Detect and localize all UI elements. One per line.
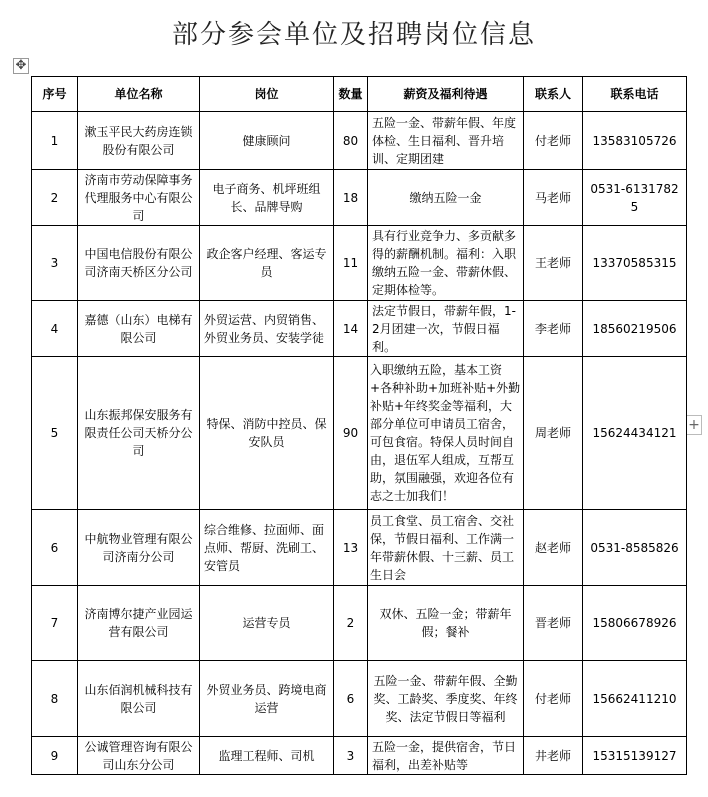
salary-cell: 员工食堂、员工宿舍、交社保，节假日福利、工作满一年带薪休假、十三薪、员工生日会 — [368, 510, 524, 586]
count-cell: 6 — [334, 661, 368, 737]
position-cell: 特保、消防中控员、保安队员 — [200, 357, 334, 510]
contact-cell: 马老师 — [524, 170, 583, 226]
contact-cell: 王老师 — [524, 226, 583, 301]
position-cell: 监理工程师、司机 — [200, 737, 334, 775]
table-move-handle-icon[interactable]: ✥ — [13, 58, 29, 74]
contact-cell: 井老师 — [524, 737, 583, 775]
count-cell: 3 — [334, 737, 368, 775]
recruitment-table — [31, 76, 687, 775]
contact-cell: 赵老师 — [524, 510, 583, 586]
count-cell: 90 — [334, 357, 368, 510]
salary-cell: 法定节假日，带薪年假，1-2月团建一次，节假日福利。 — [368, 301, 524, 357]
header-no: 序号 — [32, 77, 78, 112]
salary-cell: 五险一金、带薪年假、全勤奖、工龄奖、季度奖、年终奖、法定节假日等福利 — [368, 661, 524, 737]
contact-cell: 付老师 — [524, 112, 583, 170]
salary-cell: 具有行业竞争力、多贡献多得的薪酬机制。福利：入职缴纳五险一金、带薪休假、定期体检等。 — [368, 226, 524, 301]
contact-cell: 付老师 — [524, 661, 583, 737]
header-row — [32, 77, 687, 112]
phone-cell: 15806678926 — [583, 586, 687, 661]
row-no: 8 — [32, 661, 78, 737]
table-row — [32, 737, 687, 775]
position-cell: 政企客户经理、客运专员 — [200, 226, 334, 301]
company-cell: 嘉德（山东）电梯有限公司 — [78, 301, 200, 357]
company-cell: 山东振邦保安服务有限责任公司天桥分公司 — [78, 357, 200, 510]
table-row — [32, 357, 687, 510]
row-no: 3 — [32, 226, 78, 301]
position-cell: 外贸业务员、跨境电商运营 — [200, 661, 334, 737]
salary-cell: 入职缴纳五险，基本工资+各种补助+加班补贴+外勤补贴+年终奖金等福利，大部分单位可申请员工宿舍，可包食宿。特保人员时间自由，退伍军人组成，互帮互助，氛围融强，欢迎各位有志之士加我们！ — [368, 357, 524, 510]
company-cell: 漱玉平民大药房连锁股份有限公司 — [78, 112, 200, 170]
header-company: 单位名称 — [78, 77, 200, 112]
count-cell: 14 — [334, 301, 368, 357]
salary-cell: 五险一金、带薪年假、年度体检、生日福利、晋升培训、定期团建 — [368, 112, 524, 170]
position-cell: 外贸运营、内贸销售、外贸业务员、安装学徒 — [200, 301, 334, 357]
row-no: 2 — [32, 170, 78, 226]
salary-cell: 双休、五险一金；带薪年假；餐补 — [368, 586, 524, 661]
position-cell: 综合维修、拉面师、面点师、帮厨、洗刷工、安管员 — [200, 510, 334, 586]
table-row — [32, 112, 687, 170]
count-cell: 13 — [334, 510, 368, 586]
row-no: 4 — [32, 301, 78, 357]
phone-cell: 13370585315 — [583, 226, 687, 301]
position-cell: 电子商务、机坪班组长、品牌导购 — [200, 170, 334, 226]
position-cell: 健康顾问 — [200, 112, 334, 170]
company-cell: 公诚管理咨询有限公司山东分公司 — [78, 737, 200, 775]
table-row — [32, 510, 687, 586]
row-no: 9 — [32, 737, 78, 775]
company-cell: 中国电信股份有限公司济南天桥区分公司 — [78, 226, 200, 301]
count-cell: 11 — [334, 226, 368, 301]
table-row — [32, 226, 687, 301]
phone-cell: 18560219506 — [583, 301, 687, 357]
company-cell: 济南博尔捷产业园运营有限公司 — [78, 586, 200, 661]
header-position: 岗位 — [200, 77, 334, 112]
add-column-icon[interactable]: + — [686, 415, 702, 435]
phone-cell: 13583105726 — [583, 112, 687, 170]
phone-cell: 15315139127 — [583, 737, 687, 775]
position-cell: 运营专员 — [200, 586, 334, 661]
header-contact: 联系人 — [524, 77, 583, 112]
salary-cell: 缴纳五险一金 — [368, 170, 524, 226]
salary-cell: 五险一金，提供宿舍，节日福利，出差补贴等 — [368, 737, 524, 775]
phone-cell: 0531-8585826 — [583, 510, 687, 586]
page-title: 部分参会单位及招聘岗位信息 — [171, 20, 536, 50]
table-row — [32, 586, 687, 661]
contact-cell: 李老师 — [524, 301, 583, 357]
contact-cell: 周老师 — [524, 357, 583, 510]
header-salary: 薪资及福利待遇 — [368, 77, 524, 112]
company-cell: 中航物业管理有限公司济南分公司 — [78, 510, 200, 586]
count-cell: 2 — [334, 586, 368, 661]
row-no: 7 — [32, 586, 78, 661]
count-cell: 18 — [334, 170, 368, 226]
row-no: 5 — [32, 357, 78, 510]
row-no: 6 — [32, 510, 78, 586]
table-row — [32, 661, 687, 737]
phone-cell: 15624434121 — [583, 357, 687, 510]
row-no: 1 — [32, 112, 78, 170]
header-phone: 联系电话 — [583, 77, 687, 112]
phone-cell: 0531-61317825 — [583, 170, 687, 226]
company-cell: 山东佰润机械科技有限公司 — [78, 661, 200, 737]
company-cell: 济南市劳动保障事务代理服务中心有限公司 — [78, 170, 200, 226]
count-cell: 80 — [334, 112, 368, 170]
header-count: 数量 — [334, 77, 368, 112]
contact-cell: 晋老师 — [524, 586, 583, 661]
table-row — [32, 170, 687, 226]
phone-cell: 15662411210 — [583, 661, 687, 737]
table-row — [32, 301, 687, 357]
